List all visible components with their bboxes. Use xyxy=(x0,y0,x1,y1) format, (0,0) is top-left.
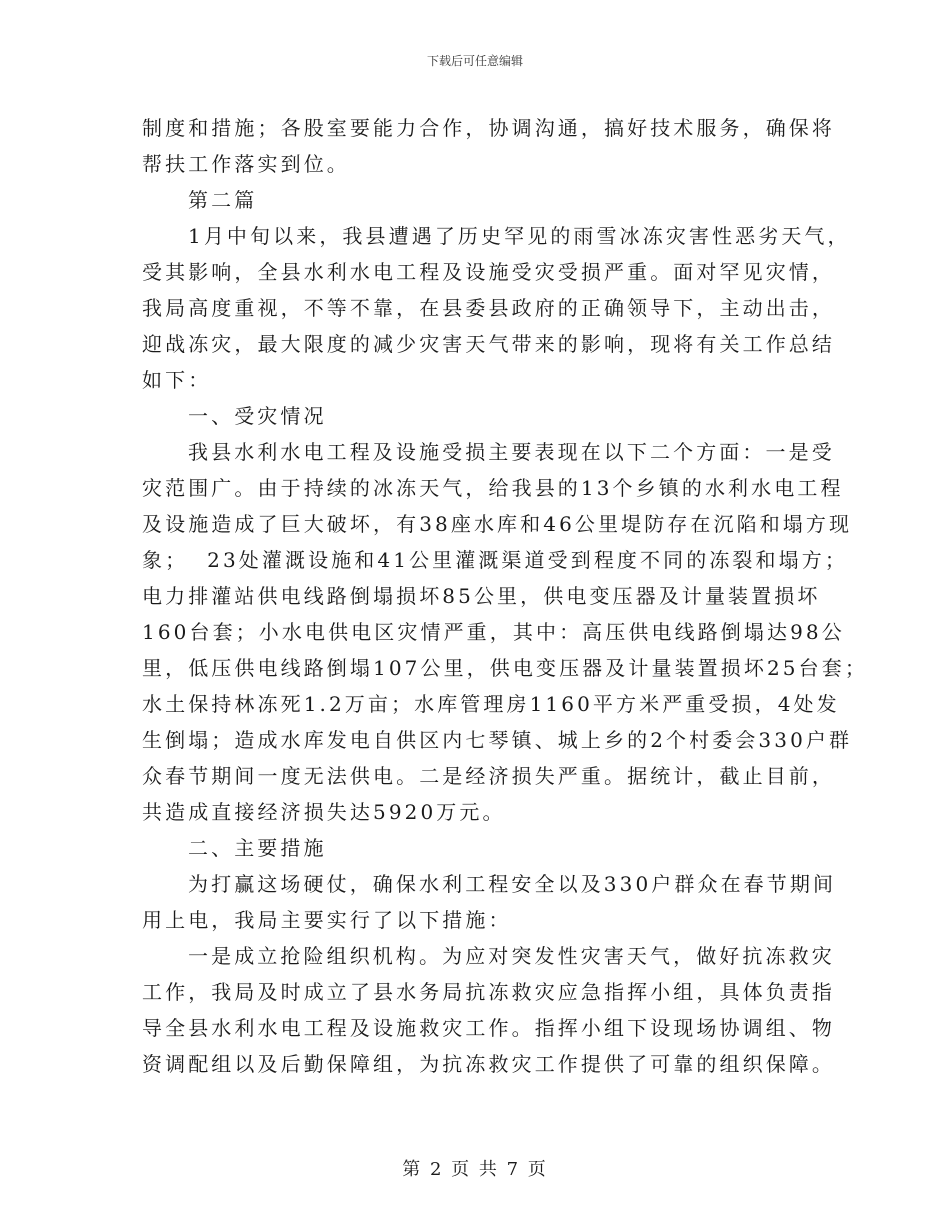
text-line: 共造成直接经济损失达5920万元。 xyxy=(142,800,506,824)
text-line: 我县水利水电工程及设施受损主要表现在以下二个方面：一是受 xyxy=(188,440,835,464)
text-line: 资调配组以及后勤保障组，为抗冻救灾工作提供了可靠的组织保障。 xyxy=(142,1052,835,1076)
text-line: 迎战冻灾，最大限度的减少灾害天气带来的影响，现将有关工作总结 xyxy=(142,332,835,356)
page-footer-number: 第 2 页 共 7 页 xyxy=(402,1159,548,1180)
text-line: 众春节期间一度无法供电。二是经济损失严重。据统计，截止目前， xyxy=(142,764,835,788)
text-line: 及设施造成了巨大破坏，有38座水库和46公里堤防存在沉陷和塌方现 xyxy=(142,512,853,536)
text-line: 生倒塌；造成水库发电自供区内七琴镇、城上乡的2个村委会330户群 xyxy=(142,728,853,752)
document-body xyxy=(142,110,868,1082)
text-line: 里，低压供电线路倒塌107公里，供电变压器及计量装置损坏25台套； xyxy=(142,656,868,680)
text-line: 用上电，我局主要实行了以下措施： xyxy=(142,908,512,932)
text-line: 水土保持林冻死1.2万亩；水库管理房1160平方米严重受损，4处发 xyxy=(142,692,840,716)
text-line: 象； 23处灌溉设施和41公里灌溉渠道受到程度不同的冻裂和塌方； xyxy=(142,548,848,572)
text-line: 为打赢这场硬仗，确保水利工程安全以及330户群众在春节期间 xyxy=(188,872,837,896)
text-line: 制度和措施；各股室要能力合作，协调沟通，搞好技术服务，确保将 xyxy=(142,116,835,140)
text-line: 导全县水利水电工程及设施救灾工作。指挥小组下设现场协调组、物 xyxy=(142,1016,835,1040)
section-heading: 一、受灾情况 xyxy=(188,404,327,428)
text-line: 我局高度重视，不等不靠，在县委县政府的正确领导下，主动出击， xyxy=(142,296,835,320)
text-line: 如下： xyxy=(142,368,212,392)
section-heading: 二、主要措施 xyxy=(188,836,327,860)
text-line: 电力排灌站供电线路倒塌损坏85公里，供电变压器及计量装置损坏 xyxy=(142,584,821,608)
text-line: 160台套；小水电供电区灾情严重，其中：高压供电线路倒塌达98公 xyxy=(142,620,845,644)
text-line: 灾范围广。由于持续的冰冻天气，给我县的13个乡镇的水利水电工程 xyxy=(142,476,844,500)
page-header-note: 下载后可任意编辑 xyxy=(426,54,523,68)
text-line: 1月中旬以来，我县遭遇了历史罕见的雨雪冰冻灾害性恶劣天气， xyxy=(188,224,851,248)
text-line: 帮扶工作落实到位。 xyxy=(142,152,350,176)
section-heading: 第二篇 xyxy=(188,188,258,212)
text-line: 受其影响，全县水利水电工程及设施受灾受损严重。面对罕见灾情， xyxy=(142,260,835,284)
text-line: 一是成立抢险组织机构。为应对突发性灾害天气，做好抗冻救灾 xyxy=(188,944,835,968)
text-line: 工作，我局及时成立了县水务局抗冻救灾应急指挥小组，具体负责指 xyxy=(142,980,835,1004)
